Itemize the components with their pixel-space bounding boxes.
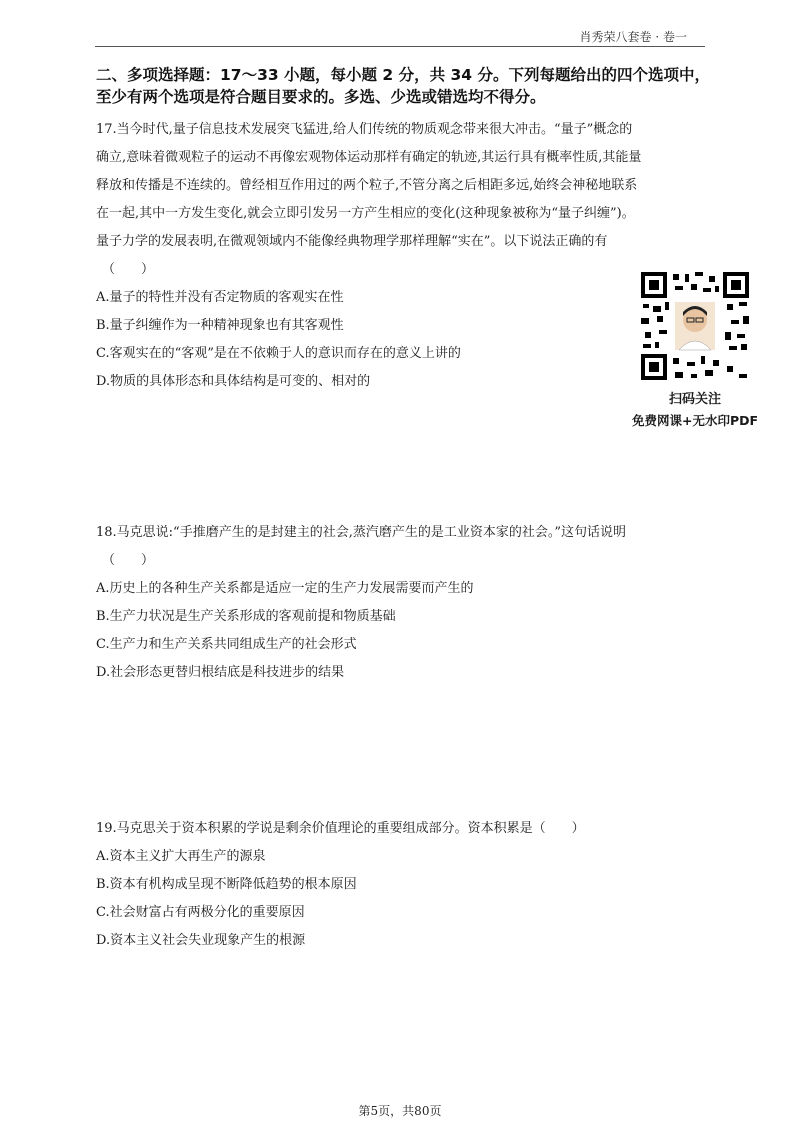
page-header <box>95 24 705 47</box>
qr-promo <box>620 270 770 429</box>
option-c[interactable]: C.社会财富占有两极分化的重要原因 <box>96 905 305 920</box>
option-b[interactable]: B.量子纠缠作为一种精神现象也有其客观性 <box>96 318 344 333</box>
section-title: 二、多项选择题：17～33 小题，每小题 2 分，共 34 分。下列每题给出的四个选项中，至少有两个选项是符合题目要求的。多选、少选或错选均不得分。 <box>96 66 710 106</box>
question-19 <box>96 815 716 955</box>
question-stem-line: 确立,意味着微观粒子的运动不再像宏观物体运动那样有确定的轨迹,其运行具有概率性质,其能量 <box>96 150 642 165</box>
question-stem-line: 量子力学的发展表明,在微观领域内不能像经典物理学那样理解“实在”。以下说法正确的有 <box>96 234 608 249</box>
option-a[interactable]: A.历史上的各种生产关系都是适应一定的生产力发展需要而产生的 <box>96 581 474 596</box>
option-b[interactable]: B.资本有机构成呈现不断降低趋势的根本原因 <box>96 877 357 892</box>
option-a[interactable]: A.量子的特性并没有否定物质的客观实在性 <box>96 290 344 305</box>
question-stem-line: 在一起,其中一方发生变化,就会立即引发另一方产生相应的变化(这种现象被称为“量子纠缠”)。 <box>96 206 635 221</box>
option-d[interactable]: D.社会形态更替归根结底是科技进步的结果 <box>96 665 345 680</box>
qr-caption-promo: 免费网课+无水印PDF <box>631 413 759 428</box>
qr-code-icon[interactable] <box>639 270 751 382</box>
answer-blank: （ ） <box>102 553 155 568</box>
question-18 <box>96 519 716 687</box>
header-title: 肖秀荣八套卷 · 卷一 <box>579 30 687 44</box>
answer-blank: （ ） <box>102 262 155 277</box>
question-stem-line: 18.马克思说:“手推磨产生的是封建主的社会,蒸汽磨产生的是工业资本家的社会。”这句话说明 <box>96 525 626 540</box>
qr-caption-scan: 扫码关注 <box>668 392 721 407</box>
option-c[interactable]: C.客观实在的“客观”是在不依赖于人的意识而存在的意义上讲的 <box>96 346 461 361</box>
question-stem-line: 释放和传播是不连续的。曾经相互作用过的两个粒子,不管分离之后相距多远,始终会神秘地联系 <box>96 178 638 193</box>
option-b[interactable]: B.生产力状况是生产关系形成的客观前提和物质基础 <box>96 609 396 624</box>
option-a[interactable]: A.资本主义扩大再生产的源泉 <box>96 849 266 864</box>
option-d[interactable]: D.资本主义社会失业现象产生的根源 <box>96 933 306 948</box>
option-c[interactable]: C.生产力和生产关系共同组成生产的社会形式 <box>96 637 357 652</box>
question-stem-line: 19.马克思关于资本积累的学说是剩余价值理论的重要组成部分。资本积累是（ ） <box>96 821 585 836</box>
page-number: 第5页，共80页 <box>358 1104 442 1118</box>
option-d[interactable]: D.物质的具体形态和具体结构是可变的、相对的 <box>96 374 371 389</box>
question-stem-line: 17.当今时代,量子信息技术发展突飞猛进,给人们传统的物质观念带来很大冲击。“量子”概念的 <box>96 122 633 137</box>
